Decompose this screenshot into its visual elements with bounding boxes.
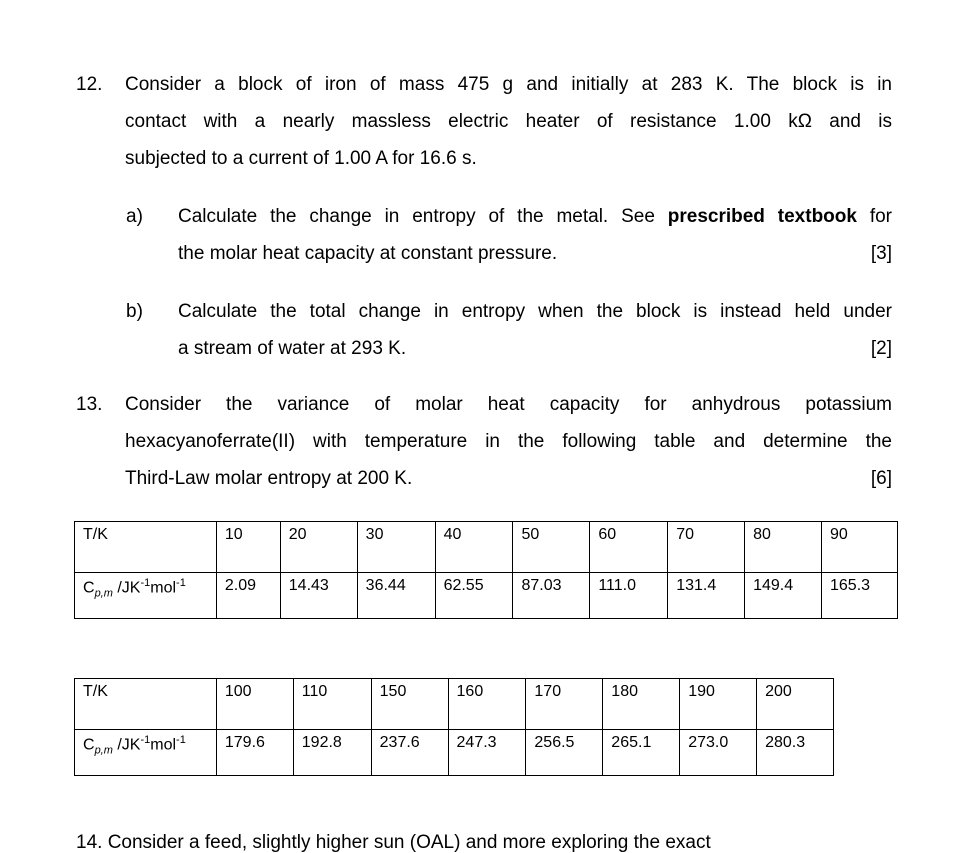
table-cell: 87.03 (513, 573, 590, 619)
question-12-number: 12. (76, 74, 103, 95)
question-13-number: 13. (76, 394, 103, 415)
question-12-text (125, 66, 892, 177)
question-12a-line-1: Calculate the change in entropy of the metal. See prescribed textbook for (178, 206, 893, 227)
heat-capacity-table-1 (74, 521, 898, 619)
table-cell: 110 (293, 679, 371, 730)
question-12a-text (178, 198, 892, 272)
question-13-marks: [6] (870, 468, 892, 489)
table-cell: 36.44 (357, 573, 435, 619)
table-cell: 30 (357, 522, 435, 573)
table-cell: 62.55 (435, 573, 513, 619)
question-13-line-2: hexacyanoferrate(II) with temperature in the following table and determine the (125, 431, 892, 452)
question-12b-line-1: Calculate the total change in entropy when the block is instead held under (178, 301, 892, 322)
table-cell: 149.4 (745, 573, 822, 619)
question-12b-marks: [2] (870, 338, 892, 359)
question-12b-line-2: a stream of water at 293 K. [2] (178, 330, 892, 367)
table-cell: 192.8 (293, 730, 371, 776)
table-2-heat-capacity-row (75, 730, 834, 776)
table-cell: 200 (757, 679, 834, 730)
table-cell: 70 (668, 522, 745, 573)
question-13-text (125, 386, 892, 497)
question-12a-letter: a) (126, 206, 143, 227)
table-cell: 160 (448, 679, 526, 730)
table-1-temperature-row (75, 522, 898, 573)
question-12-line-1: Consider a block of iron of mass 475 g and initially at 283 K. The block is in (125, 74, 892, 95)
table-cell: 20 (280, 522, 357, 573)
question-12b-letter: b) (126, 301, 143, 322)
table-cell: 40 (435, 522, 513, 573)
table-cell: 273.0 (680, 730, 757, 776)
table-2-heat-capacity-header: $C_{p,m}$ $/JK^{-1}mol^{-1}$ (75, 730, 217, 776)
question-12-line-2: contact with a nearly massless electric heater of resistance 1.00 kΩ and is (125, 111, 892, 132)
table-cell: 165.3 (822, 573, 898, 619)
table-1-heat-capacity-header: $C_{p,m}$ $/JK^{-1}mol^{-1}$ (75, 573, 217, 619)
table-1-heat-capacity-row (75, 573, 898, 619)
heat-capacity-table-2 (74, 678, 834, 776)
table-cell: 50 (513, 522, 590, 573)
table-cell: 280.3 (757, 730, 834, 776)
table-cell: 10 (216, 522, 280, 573)
table-cell: 111.0 (590, 573, 668, 619)
table-cell: 90 (822, 522, 898, 573)
table-cell: 180 (603, 679, 680, 730)
table-1-temperature-header: T/K (75, 522, 217, 573)
table-cell: 131.4 (668, 573, 745, 619)
table-cell: 190 (680, 679, 757, 730)
table-cell: 150 (371, 679, 448, 730)
table-cell: 237.6 (371, 730, 448, 776)
table-cell: 265.1 (603, 730, 680, 776)
question-12b-text (178, 293, 892, 367)
prescribed-textbook-emphasis: prescribed textbook (667, 206, 857, 227)
question-12a-line-2: the molar heat capacity at constant pressure. [3] (178, 235, 892, 272)
table-cell: 2.09 (216, 573, 280, 619)
question-14-cutoff-line: 14. Consider a feed, slightly higher sun (OAL) and more exploring the exact (76, 832, 711, 853)
table-cell: 170 (526, 679, 603, 730)
table-cell: 100 (216, 679, 293, 730)
table-2-temperature-row (75, 679, 834, 730)
table-cell: 14.43 (280, 573, 357, 619)
table-cell: 179.6 (216, 730, 293, 776)
question-12a-marks: [3] (870, 243, 892, 264)
table-2-temperature-header: T/K (75, 679, 217, 730)
question-13-line-1: Consider the variance of molar heat capacity for anhydrous potassium (125, 394, 892, 415)
table-cell: 60 (590, 522, 668, 573)
table-cell: 80 (745, 522, 822, 573)
table-cell: 247.3 (448, 730, 526, 776)
question-12-line-3: subjected to a current of 1.00 A for 16.6 s. (125, 148, 477, 169)
question-13-line-3: Third-Law molar entropy at 200 K. [6] (125, 460, 892, 497)
table-cell: 256.5 (526, 730, 603, 776)
